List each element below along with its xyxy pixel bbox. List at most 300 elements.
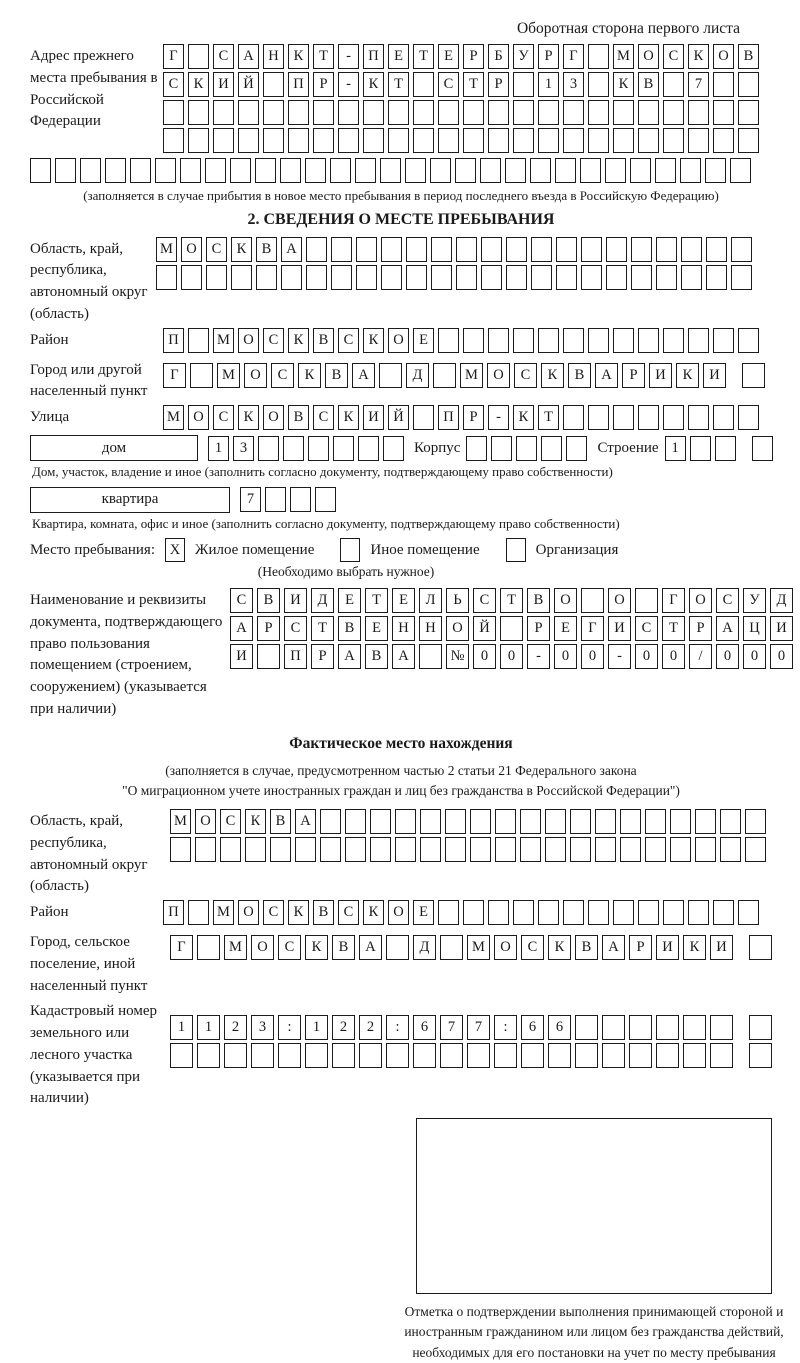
char-cell[interactable]: В <box>365 644 388 669</box>
char-cell[interactable] <box>713 328 734 353</box>
char-cell[interactable]: О <box>487 363 510 388</box>
char-cell[interactable]: У <box>513 44 534 69</box>
char-cell[interactable]: Д <box>770 588 793 613</box>
char-cell[interactable] <box>663 128 684 153</box>
char-cell[interactable]: М <box>163 405 184 430</box>
char-cell[interactable]: О <box>689 588 712 613</box>
char-cell[interactable]: К <box>363 900 384 925</box>
char-cell[interactable]: 1 <box>170 1015 193 1040</box>
char-cell[interactable]: А <box>281 237 302 262</box>
char-cell[interactable]: И <box>230 644 253 669</box>
char-cell[interactable] <box>359 1043 382 1068</box>
char-cell[interactable]: А <box>392 644 415 669</box>
char-cell[interactable] <box>306 237 327 262</box>
char-cell[interactable]: С <box>220 809 241 834</box>
char-cell[interactable]: С <box>514 363 537 388</box>
char-cell[interactable]: 0 <box>500 644 523 669</box>
char-cell[interactable] <box>556 237 577 262</box>
char-cell[interactable] <box>635 588 658 613</box>
char-cell[interactable]: - <box>608 644 631 669</box>
char-cell[interactable]: Е <box>388 44 409 69</box>
char-cell[interactable]: 2 <box>359 1015 382 1040</box>
char-cell[interactable]: А <box>338 644 361 669</box>
char-cell[interactable]: А <box>352 363 375 388</box>
char-cell[interactable]: Б <box>488 44 509 69</box>
char-cell[interactable] <box>570 809 591 834</box>
char-cell[interactable]: К <box>288 900 309 925</box>
char-cell[interactable] <box>463 128 484 153</box>
char-cell[interactable]: 2 <box>332 1015 355 1040</box>
char-cell[interactable] <box>605 158 626 183</box>
char-cell[interactable] <box>513 900 534 925</box>
char-cell[interactable]: К <box>513 405 534 430</box>
char-cell[interactable] <box>631 265 652 290</box>
char-cell[interactable] <box>420 809 441 834</box>
char-cell[interactable]: Е <box>554 616 577 641</box>
char-cell[interactable]: 7 <box>240 487 261 512</box>
char-cell[interactable] <box>480 158 501 183</box>
char-cell[interactable] <box>213 100 234 125</box>
char-cell[interactable] <box>255 158 276 183</box>
char-cell[interactable] <box>538 328 559 353</box>
char-cell[interactable] <box>738 72 759 97</box>
char-cell[interactable]: К <box>683 935 706 960</box>
char-cell[interactable]: М <box>213 900 234 925</box>
char-cell[interactable] <box>251 1043 274 1068</box>
char-cell[interactable] <box>713 100 734 125</box>
char-cell[interactable] <box>656 265 677 290</box>
char-cell[interactable] <box>381 265 402 290</box>
char-cell[interactable] <box>563 328 584 353</box>
char-cell[interactable] <box>431 265 452 290</box>
char-cell[interactable]: К <box>245 809 266 834</box>
char-cell[interactable] <box>575 1015 598 1040</box>
char-cell[interactable] <box>295 837 316 862</box>
char-cell[interactable] <box>388 100 409 125</box>
char-cell[interactable]: : <box>386 1015 409 1040</box>
char-cell[interactable] <box>588 328 609 353</box>
char-cell[interactable] <box>305 1043 328 1068</box>
char-cell[interactable]: В <box>527 588 550 613</box>
char-cell[interactable]: У <box>743 588 766 613</box>
char-cell[interactable] <box>548 1043 571 1068</box>
char-cell[interactable] <box>566 436 587 461</box>
char-cell[interactable]: В <box>313 328 334 353</box>
char-cell[interactable]: Р <box>629 935 652 960</box>
char-cell[interactable] <box>220 837 241 862</box>
char-cell[interactable]: 3 <box>563 72 584 97</box>
char-cell[interactable] <box>516 436 537 461</box>
char-cell[interactable] <box>313 100 334 125</box>
char-cell[interactable] <box>395 809 416 834</box>
char-cell[interactable]: 0 <box>635 644 658 669</box>
char-cell[interactable] <box>431 237 452 262</box>
char-cell[interactable]: И <box>213 72 234 97</box>
char-cell[interactable] <box>630 158 651 183</box>
char-cell[interactable]: 6 <box>521 1015 544 1040</box>
char-cell[interactable] <box>556 265 577 290</box>
char-cell[interactable] <box>455 158 476 183</box>
char-cell[interactable]: О <box>554 588 577 613</box>
char-cell[interactable]: С <box>206 237 227 262</box>
char-cell[interactable] <box>606 265 627 290</box>
char-cell[interactable] <box>190 363 213 388</box>
char-cell[interactable]: Р <box>311 644 334 669</box>
char-cell[interactable] <box>670 809 691 834</box>
char-cell[interactable] <box>730 158 751 183</box>
char-cell[interactable]: 7 <box>467 1015 490 1040</box>
char-cell[interactable]: А <box>602 935 625 960</box>
char-cell[interactable]: К <box>548 935 571 960</box>
char-cell[interactable] <box>358 436 379 461</box>
char-cell[interactable]: И <box>710 935 733 960</box>
char-cell[interactable] <box>695 837 716 862</box>
char-cell[interactable] <box>413 100 434 125</box>
char-cell[interactable]: С <box>230 588 253 613</box>
char-cell[interactable] <box>206 265 227 290</box>
char-cell[interactable] <box>386 1043 409 1068</box>
char-cell[interactable]: 0 <box>716 644 739 669</box>
char-cell[interactable]: 2 <box>224 1015 247 1040</box>
char-cell[interactable] <box>749 1015 772 1040</box>
char-cell[interactable] <box>655 158 676 183</box>
char-cell[interactable] <box>305 158 326 183</box>
char-cell[interactable]: И <box>703 363 726 388</box>
char-cell[interactable]: О <box>446 616 469 641</box>
char-cell[interactable] <box>575 1043 598 1068</box>
char-cell[interactable]: 1 <box>197 1015 220 1040</box>
char-cell[interactable] <box>531 237 552 262</box>
char-cell[interactable] <box>495 809 516 834</box>
char-cell[interactable] <box>331 265 352 290</box>
char-cell[interactable] <box>380 158 401 183</box>
stay-option-checkbox-org[interactable] <box>506 538 526 562</box>
char-cell[interactable] <box>720 809 741 834</box>
char-cell[interactable] <box>257 644 280 669</box>
char-cell[interactable] <box>180 158 201 183</box>
char-cell[interactable]: Г <box>563 44 584 69</box>
char-cell[interactable] <box>320 809 341 834</box>
char-cell[interactable] <box>695 809 716 834</box>
char-cell[interactable] <box>430 158 451 183</box>
char-cell[interactable]: О <box>388 328 409 353</box>
char-cell[interactable] <box>713 900 734 925</box>
char-cell[interactable] <box>595 837 616 862</box>
char-cell[interactable] <box>620 809 641 834</box>
char-cell[interactable] <box>170 1043 193 1068</box>
char-cell[interactable]: 0 <box>743 644 766 669</box>
char-cell[interactable] <box>738 405 759 430</box>
char-cell[interactable] <box>670 837 691 862</box>
char-cell[interactable] <box>333 436 354 461</box>
char-cell[interactable] <box>188 128 209 153</box>
char-cell[interactable]: Д <box>406 363 429 388</box>
char-cell[interactable]: С <box>313 405 334 430</box>
stay-option-checkbox-zhiloe[interactable]: X <box>165 538 185 562</box>
char-cell[interactable]: О <box>713 44 734 69</box>
char-cell[interactable] <box>331 237 352 262</box>
char-cell[interactable]: Н <box>419 616 442 641</box>
char-cell[interactable]: 3 <box>233 436 254 461</box>
char-cell[interactable] <box>258 436 279 461</box>
char-cell[interactable] <box>570 837 591 862</box>
char-cell[interactable]: В <box>575 935 598 960</box>
char-cell[interactable]: П <box>163 328 184 353</box>
char-cell[interactable]: Р <box>313 72 334 97</box>
char-cell[interactable] <box>363 100 384 125</box>
char-cell[interactable] <box>332 1043 355 1068</box>
char-cell[interactable] <box>545 837 566 862</box>
char-cell[interactable] <box>386 935 409 960</box>
char-cell[interactable] <box>656 237 677 262</box>
char-cell[interactable] <box>738 100 759 125</box>
char-cell[interactable]: Ц <box>743 616 766 641</box>
char-cell[interactable]: Т <box>365 588 388 613</box>
char-cell[interactable] <box>663 328 684 353</box>
char-cell[interactable]: О <box>238 900 259 925</box>
char-cell[interactable]: А <box>230 616 253 641</box>
char-cell[interactable] <box>413 128 434 153</box>
char-cell[interactable] <box>406 265 427 290</box>
char-cell[interactable] <box>588 405 609 430</box>
char-cell[interactable]: М <box>460 363 483 388</box>
char-cell[interactable] <box>467 1043 490 1068</box>
char-cell[interactable]: - <box>488 405 509 430</box>
char-cell[interactable] <box>345 837 366 862</box>
char-cell[interactable] <box>281 265 302 290</box>
char-cell[interactable] <box>613 328 634 353</box>
char-cell[interactable]: Й <box>238 72 259 97</box>
char-cell[interactable] <box>188 44 209 69</box>
stay-option-checkbox-inoe[interactable] <box>340 538 360 562</box>
char-cell[interactable]: А <box>716 616 739 641</box>
char-cell[interactable]: К <box>688 44 709 69</box>
char-cell[interactable] <box>406 237 427 262</box>
char-cell[interactable] <box>613 900 634 925</box>
char-cell[interactable] <box>588 72 609 97</box>
char-cell[interactable] <box>438 900 459 925</box>
char-cell[interactable] <box>230 158 251 183</box>
char-cell[interactable] <box>505 158 526 183</box>
char-cell[interactable]: Н <box>263 44 284 69</box>
char-cell[interactable] <box>541 436 562 461</box>
char-cell[interactable]: В <box>332 935 355 960</box>
char-cell[interactable] <box>749 935 772 960</box>
char-cell[interactable]: К <box>676 363 699 388</box>
char-cell[interactable] <box>606 237 627 262</box>
char-cell[interactable] <box>197 935 220 960</box>
char-cell[interactable] <box>613 405 634 430</box>
char-cell[interactable] <box>713 405 734 430</box>
char-cell[interactable] <box>197 1043 220 1068</box>
char-cell[interactable]: Г <box>163 363 186 388</box>
char-cell[interactable]: Л <box>419 588 442 613</box>
char-cell[interactable]: 0 <box>662 644 685 669</box>
char-cell[interactable] <box>513 100 534 125</box>
char-cell[interactable] <box>638 900 659 925</box>
char-cell[interactable] <box>595 809 616 834</box>
char-cell[interactable]: 1 <box>305 1015 328 1040</box>
char-cell[interactable]: Т <box>313 44 334 69</box>
char-cell[interactable] <box>690 436 711 461</box>
char-cell[interactable]: Т <box>662 616 685 641</box>
char-cell[interactable]: Т <box>538 405 559 430</box>
char-cell[interactable] <box>438 328 459 353</box>
char-cell[interactable]: Е <box>338 588 361 613</box>
char-cell[interactable] <box>330 158 351 183</box>
char-cell[interactable] <box>742 363 765 388</box>
char-cell[interactable]: К <box>363 328 384 353</box>
char-cell[interactable] <box>681 237 702 262</box>
char-cell[interactable] <box>488 900 509 925</box>
char-cell[interactable]: Е <box>438 44 459 69</box>
char-cell[interactable]: И <box>363 405 384 430</box>
char-cell[interactable] <box>706 265 727 290</box>
char-cell[interactable]: К <box>305 935 328 960</box>
char-cell[interactable]: Г <box>170 935 193 960</box>
char-cell[interactable]: 6 <box>413 1015 436 1040</box>
char-cell[interactable]: П <box>163 900 184 925</box>
char-cell[interactable]: Г <box>163 44 184 69</box>
char-cell[interactable] <box>581 237 602 262</box>
char-cell[interactable]: О <box>238 328 259 353</box>
char-cell[interactable]: В <box>568 363 591 388</box>
char-cell[interactable]: М <box>217 363 240 388</box>
char-cell[interactable]: О <box>638 44 659 69</box>
char-cell[interactable]: Р <box>488 72 509 97</box>
char-cell[interactable] <box>495 837 516 862</box>
char-cell[interactable] <box>370 809 391 834</box>
char-cell[interactable] <box>688 100 709 125</box>
char-cell[interactable] <box>688 328 709 353</box>
char-cell[interactable] <box>470 837 491 862</box>
char-cell[interactable]: К <box>363 72 384 97</box>
char-cell[interactable] <box>663 100 684 125</box>
char-cell[interactable]: М <box>213 328 234 353</box>
char-cell[interactable] <box>488 100 509 125</box>
char-cell[interactable] <box>30 158 51 183</box>
char-cell[interactable]: В <box>288 405 309 430</box>
char-cell[interactable] <box>265 487 286 512</box>
char-cell[interactable]: Г <box>581 616 604 641</box>
char-cell[interactable]: О <box>195 809 216 834</box>
char-cell[interactable]: С <box>635 616 658 641</box>
char-cell[interactable] <box>745 809 766 834</box>
char-cell[interactable] <box>270 837 291 862</box>
char-cell[interactable]: И <box>656 935 679 960</box>
char-cell[interactable] <box>588 100 609 125</box>
char-cell[interactable] <box>731 265 752 290</box>
char-cell[interactable] <box>513 72 534 97</box>
char-cell[interactable] <box>456 237 477 262</box>
char-cell[interactable]: М <box>224 935 247 960</box>
char-cell[interactable] <box>155 158 176 183</box>
char-cell[interactable] <box>313 128 334 153</box>
char-cell[interactable]: П <box>284 644 307 669</box>
char-cell[interactable] <box>731 237 752 262</box>
char-cell[interactable]: Р <box>257 616 280 641</box>
char-cell[interactable] <box>263 100 284 125</box>
char-cell[interactable] <box>506 265 527 290</box>
char-cell[interactable]: Е <box>365 616 388 641</box>
char-cell[interactable] <box>130 158 151 183</box>
char-cell[interactable]: 0 <box>554 644 577 669</box>
char-cell[interactable] <box>613 128 634 153</box>
char-cell[interactable] <box>738 328 759 353</box>
char-cell[interactable] <box>520 837 541 862</box>
char-cell[interactable] <box>481 237 502 262</box>
char-cell[interactable] <box>749 1043 772 1068</box>
char-cell[interactable] <box>413 1043 436 1068</box>
char-cell[interactable]: К <box>238 405 259 430</box>
char-cell[interactable] <box>263 128 284 153</box>
char-cell[interactable] <box>494 1043 517 1068</box>
char-cell[interactable] <box>280 158 301 183</box>
char-cell[interactable] <box>388 128 409 153</box>
char-cell[interactable]: П <box>438 405 459 430</box>
char-cell[interactable]: В <box>325 363 348 388</box>
char-cell[interactable] <box>256 265 277 290</box>
char-cell[interactable]: К <box>338 405 359 430</box>
char-cell[interactable]: О <box>388 900 409 925</box>
char-cell[interactable]: - <box>338 44 359 69</box>
char-cell[interactable]: 0 <box>473 644 496 669</box>
char-cell[interactable] <box>290 487 311 512</box>
char-cell[interactable] <box>420 837 441 862</box>
char-cell[interactable] <box>345 809 366 834</box>
char-cell[interactable]: Т <box>500 588 523 613</box>
char-cell[interactable]: О <box>181 237 202 262</box>
char-cell[interactable]: Г <box>662 588 685 613</box>
char-cell[interactable] <box>213 128 234 153</box>
char-cell[interactable] <box>538 128 559 153</box>
char-cell[interactable] <box>379 363 402 388</box>
char-cell[interactable]: Р <box>689 616 712 641</box>
char-cell[interactable]: Т <box>388 72 409 97</box>
char-cell[interactable] <box>631 237 652 262</box>
char-cell[interactable] <box>710 1015 733 1040</box>
char-cell[interactable] <box>656 1015 679 1040</box>
char-cell[interactable] <box>156 265 177 290</box>
char-cell[interactable]: С <box>213 44 234 69</box>
char-cell[interactable]: М <box>170 809 191 834</box>
char-cell[interactable]: И <box>608 616 631 641</box>
char-cell[interactable]: : <box>278 1015 301 1040</box>
char-cell[interactable]: Т <box>413 44 434 69</box>
char-cell[interactable] <box>306 265 327 290</box>
char-cell[interactable] <box>513 328 534 353</box>
char-cell[interactable]: К <box>298 363 321 388</box>
char-cell[interactable]: С <box>163 72 184 97</box>
char-cell[interactable]: С <box>338 328 359 353</box>
char-cell[interactable]: : <box>494 1015 517 1040</box>
char-cell[interactable] <box>481 265 502 290</box>
char-cell[interactable] <box>105 158 126 183</box>
char-cell[interactable] <box>629 1043 652 1068</box>
char-cell[interactable]: Р <box>463 405 484 430</box>
char-cell[interactable]: М <box>613 44 634 69</box>
char-cell[interactable] <box>356 237 377 262</box>
char-cell[interactable]: 0 <box>770 644 793 669</box>
char-cell[interactable]: 1 <box>538 72 559 97</box>
char-cell[interactable]: Р <box>538 44 559 69</box>
char-cell[interactable] <box>456 265 477 290</box>
char-cell[interactable] <box>563 405 584 430</box>
char-cell[interactable] <box>588 44 609 69</box>
char-cell[interactable]: А <box>595 363 618 388</box>
char-cell[interactable] <box>163 128 184 153</box>
char-cell[interactable] <box>320 837 341 862</box>
